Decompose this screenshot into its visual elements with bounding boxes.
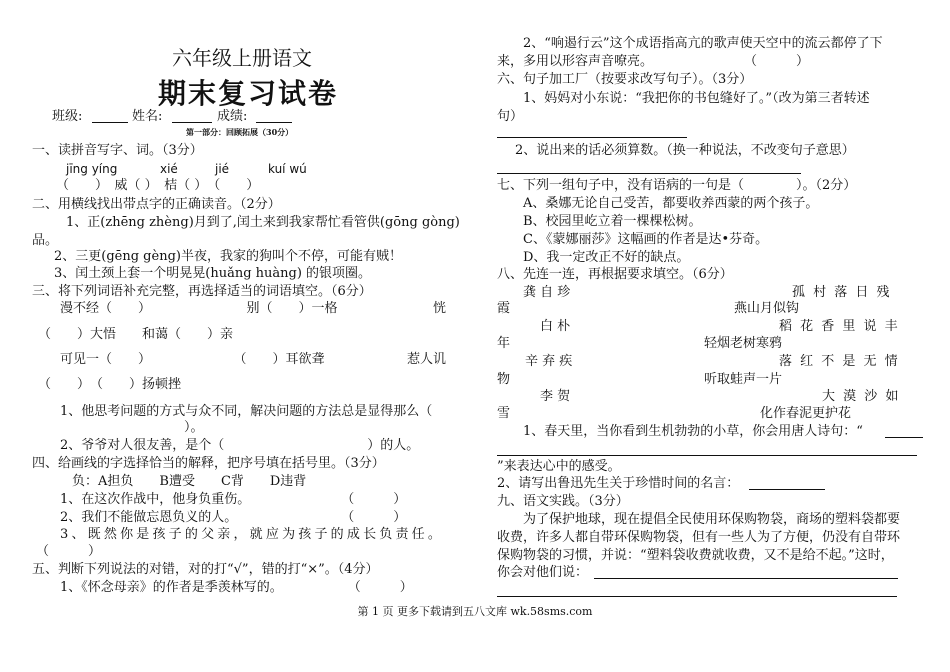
q3-row-4[interactable]: （ ） （ ）扬顿挫 <box>38 377 182 392</box>
q8-poem-h[interactable]: 化作春泥更护花 <box>760 406 852 421</box>
q2-sentence-2[interactable]: 2、三更(gēng gèng)半夜，我家的狗叫个不停，可能有贼！ <box>54 249 402 264</box>
q2-sentence-1-cont: 品。 <box>32 233 59 248</box>
q3-word-4[interactable]: 可见一（ ） <box>60 352 152 367</box>
q3-word-6[interactable]: 惹人讥 <box>406 352 446 367</box>
q8-author-1[interactable]: 龚 自 珍 <box>523 285 571 300</box>
q7-option-c[interactable]: C、《蒙娜丽莎》这幅画的作者是达•芬奇。 <box>523 232 769 247</box>
q9-para-3: 保购物袋的习惯，并说：“塑料袋收费就收费，又不是给不起。”这时， <box>497 548 894 563</box>
q1-blanks[interactable]: （ ） 威（ ） 桔（ ） （ ） <box>56 178 260 193</box>
class-label: 班级: <box>52 109 83 124</box>
q8-author-2[interactable]: 白 朴 <box>540 319 571 334</box>
q7-option-d[interactable]: D、我一定改正不好的缺点。 <box>523 250 690 265</box>
q4-item-3[interactable]: 3、既然你是孩子的父亲，就应为孩子的成长负责任。 <box>60 527 445 542</box>
q8-fill-2: 2、请写出鲁迅先生关于珍惜时间的名言： <box>497 476 740 491</box>
q1-pinyin-4: kuí wú <box>268 162 307 176</box>
q8-poem-c-cont: 年 <box>497 336 511 351</box>
q8-fill-1-line-b[interactable] <box>497 455 917 456</box>
q6-item-1-cont: 句） <box>497 109 524 124</box>
q6-item-2: 2、说出来的话必须算数。（换一种说法，不改变句子意思） <box>515 143 855 158</box>
q3-title: 三、将下列词语补充完整，再选择适当的词语填空。（6分） <box>32 284 372 299</box>
exam-subtitle: 六年级上册语文 <box>172 46 312 70</box>
q3-row-2[interactable]: （ ）大悟 和蔼（ ）亲 <box>38 327 234 342</box>
class-field[interactable] <box>92 122 128 123</box>
q4-item-3-blank[interactable]: （ ） <box>36 544 102 559</box>
q3-word-2[interactable]: 别（ ）一格 <box>246 301 338 316</box>
q8-poem-a-cont: 霞 <box>497 301 511 316</box>
q9-para-4: 你会对他们说： <box>497 565 589 580</box>
q3-word-1[interactable]: 漫不经（ ） <box>60 301 152 316</box>
q2-sentence-1[interactable]: 1、正(zhēng zhèng)月到了,闰土来到我家帮忙看管供(gōng gòng) <box>66 215 460 230</box>
score-field[interactable] <box>256 122 292 123</box>
q8-fill-2-line[interactable] <box>749 489 825 490</box>
q8-poem-e-cont: 物 <box>497 372 511 387</box>
q2-title: 二、用横线找出带点字的正确读音。（2分） <box>32 197 281 212</box>
q5-title: 五、判断下列说法的对错，对的打“√”，错的打“×”。（4分） <box>32 562 379 577</box>
q8-poem-g-cont: 雪 <box>497 406 511 421</box>
q8-poem-e[interactable]: 落 红 不 是 无 情 <box>779 354 900 369</box>
q8-poem-a[interactable]: 孤 村 落 日 残 <box>792 285 892 300</box>
score-label: 成绩: <box>217 109 248 124</box>
q8-author-4[interactable]: 李 贺 <box>540 389 571 404</box>
q7-option-b[interactable]: B、校园里屹立着一棵棵松树。 <box>523 214 702 229</box>
q8-title: 八、先连一连，再根据要求填空。（6分） <box>497 267 733 282</box>
q5-item-2-cont[interactable]: 来，多用以形容声音嘹亮。 （ ） <box>497 54 810 69</box>
q6-item-1: 1、妈妈对小东说：“我把你的书包缝好了。”（改为第三者转述 <box>523 91 870 106</box>
q4-item-1[interactable]: 1、在这次作战中，他身负重伤。 （ ） <box>60 492 407 507</box>
page-footer: 第 1 页 更多下载请到五八文库 wk.58sms.com <box>357 605 593 618</box>
q4-title: 四、给画线的字选择恰当的解释，把序号填在括号里。（3分） <box>32 456 385 471</box>
q8-poem-b[interactable]: 燕山月似钩 <box>734 301 800 316</box>
q7-option-a[interactable]: A、桑娜无论自己受苦，都要收养西蒙的两个孩子。 <box>523 196 819 211</box>
q8-fill-1-line-a[interactable] <box>885 437 923 438</box>
q3-row-3 <box>60 352 446 368</box>
q5-item-2[interactable]: 2、“响遏行云”这个成语指高亢的歌声使天空中的流云都停了下 <box>523 36 883 51</box>
q1-title: 一、读拼音写字、词。（3分） <box>32 143 203 158</box>
q9-para-1: 为了保护地球，现在提倡全民使用环保购物袋，商场的塑料袋都要 <box>523 512 901 527</box>
q3-row-1 <box>60 301 446 317</box>
q1-pinyin-1: jīng yíng <box>66 162 118 176</box>
q8-poem-d[interactable]: 轻烟老树寒鸦 <box>704 336 783 351</box>
q3-fill-2[interactable]: 2、爷爷对人很友善，是个（ ）的人。 <box>60 438 420 453</box>
q9-para-2: 收费，许多人都自带环保购物袋，但有一些人为了方便，仍没有自带环 <box>497 530 901 545</box>
q4-item-2[interactable]: 2、我们不能做忘恩负义的人。 （ ） <box>60 510 407 525</box>
q6-title: 六、句子加工厂（按要求改写句子）。（3分） <box>497 72 753 87</box>
q7-title: 七、下列一组句子中，没有语病的一句是（ ）。（2分） <box>497 178 857 193</box>
part-heading: 第一部分：回顾拓展（30分） <box>186 127 294 137</box>
q8-fill-1-end: ”来表达心中的感受。 <box>497 459 621 474</box>
q5-item-1[interactable]: 1、《怀念母亲》的作者是季羡林写的。 （ ） <box>60 580 413 595</box>
q6-answer-line-1[interactable] <box>497 137 687 138</box>
q6-answer-line-2[interactable] <box>497 173 801 174</box>
name-label: 姓名: <box>132 109 163 124</box>
q8-author-3[interactable]: 辛 弃 疾 <box>525 354 573 369</box>
q3-word-5[interactable]: （ ）耳欲聋 <box>233 352 325 367</box>
q9-answer-line-2[interactable] <box>497 596 897 597</box>
q1-pinyin-3: jié <box>215 162 230 176</box>
q9-answer-line-1[interactable] <box>594 578 898 579</box>
name-field[interactable] <box>172 122 212 123</box>
q4-options: 负：A担负 B遭受 C背 D违背 <box>72 474 307 489</box>
exam-title: 期末复习试卷 <box>158 77 339 110</box>
q8-poem-c[interactable]: 稻 花 香 里 说 丰 <box>779 319 900 334</box>
q9-title: 九、语文实践。（3分） <box>497 494 629 509</box>
q2-sentence-3[interactable]: 3、闰土颈上套一个明晃晃(huǎng huàng) 的银项圈。 <box>54 266 372 281</box>
q3-fill-1-end: ）。 <box>184 420 204 435</box>
q8-poem-f[interactable]: 听取蛙声一片 <box>704 372 783 387</box>
q3-word-3[interactable]: 恍 <box>432 301 446 316</box>
q3-fill-1[interactable]: 1、他思考问题的方式与众不同，解决问题的方法总是显得那么（ <box>60 404 433 419</box>
q8-fill-1: 1、春天里，当你看到生机勃勃的小草，你会用唐人诗句：“ <box>523 424 863 439</box>
q8-poem-g[interactable]: 大 漠 沙 如 <box>822 389 901 404</box>
q1-pinyin-2: xié <box>160 162 178 176</box>
